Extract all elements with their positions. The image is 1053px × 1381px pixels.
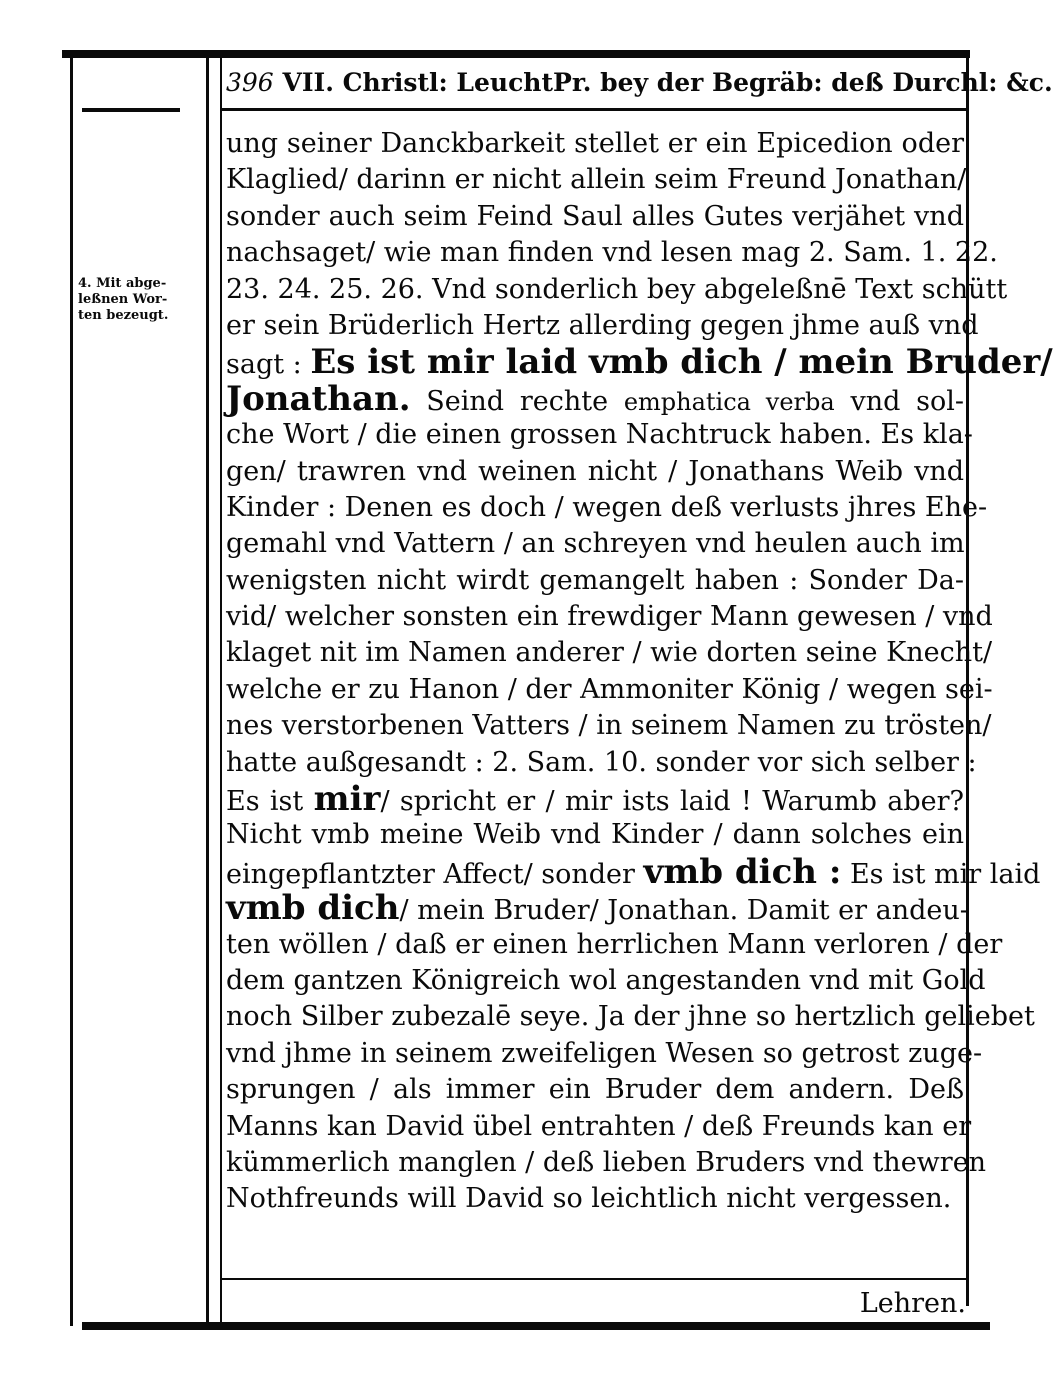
text-line bbox=[226, 235, 998, 271]
text-line bbox=[226, 378, 964, 419]
margin-divider-rule bbox=[206, 54, 209, 1326]
text-line bbox=[226, 417, 973, 453]
text-line bbox=[226, 999, 1035, 1035]
text-segment: vid/ welcher sonsten ein frewdiger Mann gewesen / vnd bbox=[226, 601, 993, 633]
text-segment: gemahl vnd Vattern / an schreyen vnd heulen auch im bbox=[226, 528, 965, 560]
text-line bbox=[226, 672, 993, 708]
bottom-border-rule bbox=[82, 1322, 990, 1330]
text-line bbox=[226, 927, 1003, 963]
margin-note-line: ten bezeugt. bbox=[78, 308, 169, 323]
catchword: Lehren. bbox=[859, 1288, 966, 1319]
text-segment: / spricht er / mir ists laid ! Warumb aber? bbox=[380, 786, 964, 818]
text-line bbox=[226, 963, 986, 999]
running-header bbox=[226, 68, 1053, 104]
page-number: 396 bbox=[226, 68, 274, 97]
text-segment: mir bbox=[313, 779, 381, 820]
text-segment: kümmerlich manglen / deß lieben Bruders vnd thewren bbox=[226, 1146, 987, 1178]
text-line bbox=[226, 745, 977, 781]
margin-header-mark bbox=[82, 108, 180, 112]
text-segment: noch Silber zubezalē seye. Ja der jhne so hertzlich geliebet bbox=[226, 1001, 1035, 1033]
text-segment: Es ist mir laid vmb dich / mein Bruder/ bbox=[310, 342, 1053, 383]
text-segment: dem gantzen Königreich wol angestanden vnd mit Gold bbox=[226, 964, 986, 996]
text-line bbox=[226, 490, 988, 526]
text-segment: ung seiner Danckbarkeit stellet er ein Epicedion oder bbox=[226, 128, 964, 159]
text-line bbox=[226, 199, 964, 235]
text-line bbox=[226, 126, 964, 162]
margin-note-line: leßnen Wor- bbox=[78, 292, 168, 307]
text-line bbox=[226, 1036, 983, 1072]
text-line bbox=[226, 1072, 964, 1108]
text-line bbox=[226, 851, 1041, 892]
text-line bbox=[226, 708, 992, 744]
running-title: VII. Christl: LeuchtPr. bey der Begräb: deß Durchl: &c. bbox=[282, 68, 1053, 97]
text-segment: Jonathan. bbox=[226, 378, 411, 419]
text-segment: Kinder : Denen es doch / wegen deß verlusts jhres Ehe- bbox=[226, 491, 988, 523]
text-line bbox=[226, 342, 1053, 383]
text-line bbox=[226, 817, 964, 853]
text-segment: klaget nit im Namen anderer / wie dorten seine Knecht/ bbox=[226, 637, 993, 669]
left-border-rule bbox=[70, 54, 73, 1326]
text-segment: 23. 24. 25. 26. Vnd sonderlich bey abgeleßnē Text schütt bbox=[226, 273, 1008, 305]
text-segment: sprungen / als immer ein Bruder dem andern. Deß bbox=[226, 1074, 964, 1106]
text-segment: Manns kan David übel entrahten / deß Freunds kan er bbox=[226, 1110, 972, 1142]
text-segment: Es ist mir laid bbox=[841, 858, 1041, 890]
footer-rule bbox=[222, 1278, 968, 1280]
text-segment: sagt : bbox=[226, 349, 311, 381]
text-line bbox=[226, 162, 967, 198]
text-segment: wenigsten nicht wirdt gemangelt haben : Sonder Da- bbox=[226, 564, 964, 596]
text-line bbox=[226, 1181, 964, 1217]
text-segment: Es ist bbox=[226, 786, 314, 818]
text-line bbox=[226, 272, 1008, 308]
text-line bbox=[226, 1145, 987, 1181]
text-segment: / mein Bruder/ Jonathan. Damit er andeu- bbox=[399, 895, 969, 927]
text-segment: hatte außgesandt : 2. Sam. 10. sonder vor sich selber : bbox=[226, 746, 977, 778]
text-segment: nachsaget/ wie man finden vnd lesen mag 2. Sam. 1. 22. bbox=[226, 237, 998, 269]
text-segment: vmb dich bbox=[226, 888, 400, 929]
text-segment: Nothfreunds will David so leichtlich nicht vergessen. bbox=[226, 1183, 952, 1215]
top-border-rule bbox=[62, 50, 970, 58]
text-segment: welche er zu Hanon / der Ammoniter König / wegen sei- bbox=[226, 673, 993, 705]
margin-note-line: 4. Mit abge- bbox=[78, 276, 167, 291]
margin-divider-rule-inner bbox=[220, 54, 222, 1326]
text-segment: eingepflantzter Affect/ sonder bbox=[226, 858, 644, 890]
text-segment: Nicht vmb meine Weib vnd Kinder / dann solches ein bbox=[226, 819, 964, 851]
text-line bbox=[226, 563, 964, 599]
text-segment: vmb dich : bbox=[643, 851, 842, 892]
text-segment: vnd sol- bbox=[834, 385, 964, 417]
text-line bbox=[226, 635, 993, 671]
text-segment: nes verstorbenen Vatters / in seinem Namen zu trösten/ bbox=[226, 710, 992, 742]
margin-note bbox=[78, 276, 202, 324]
text-segment: ten wöllen / daß er einen herrlichen Mann verloren / der bbox=[226, 928, 1003, 960]
text-segment: er sein Brüderlich Hertz allerding gegen jhme auß vnd bbox=[226, 309, 979, 341]
text-segment: Klaglied/ darinn er nicht allein seim Freund Jonathan/ bbox=[226, 164, 967, 196]
text-line bbox=[226, 1109, 972, 1145]
text-line bbox=[226, 526, 964, 562]
text-segment: Seind rechte bbox=[410, 385, 624, 417]
body-text bbox=[226, 126, 1053, 1218]
text-segment: emphatica verba bbox=[623, 387, 835, 416]
text-segment: sonder auch seim Feind Saul alles Gutes verjähet vnd bbox=[226, 200, 964, 232]
text-line bbox=[226, 308, 979, 344]
text-line bbox=[226, 599, 993, 635]
text-segment: che Wort / die einen grossen Nachtruck haben. Es kla- bbox=[226, 419, 973, 451]
text-segment: vnd jhme in seinem zweifeligen Wesen so getrost zuge- bbox=[226, 1037, 983, 1069]
text-line bbox=[226, 454, 964, 490]
text-line bbox=[226, 888, 969, 929]
text-line bbox=[226, 779, 964, 820]
text-segment: gen/ trawren vnd weinen nicht / Jonathans Weib vnd bbox=[226, 455, 964, 487]
header-rule bbox=[220, 108, 966, 111]
